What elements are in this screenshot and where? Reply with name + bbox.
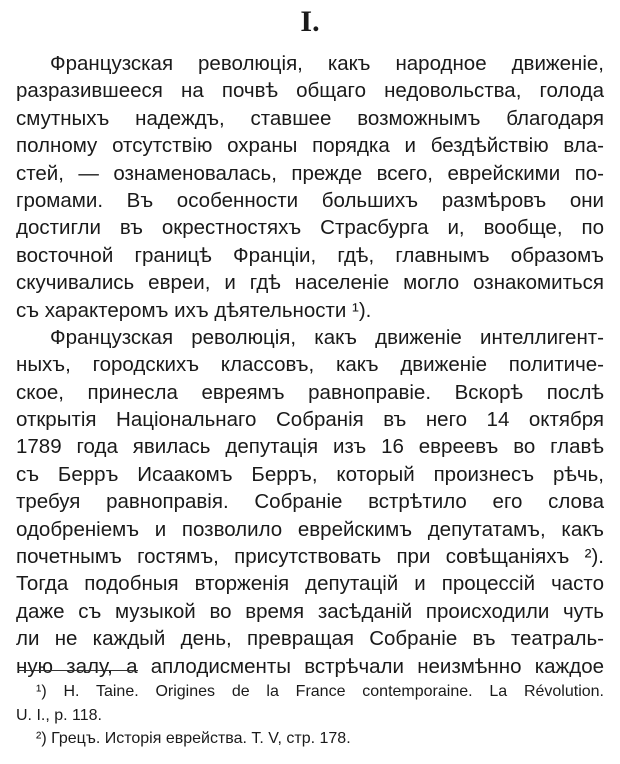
footnote-divider: [18, 670, 138, 671]
footnotes: [16, 680, 604, 751]
text-line: Французская революція, какъ народное движеніе,: [50, 52, 604, 75]
text-line: Тогда подобныя вторженія депутацій и процессій часто: [16, 572, 604, 596]
footnote-2: [16, 727, 604, 751]
text-line: ныхъ, городскихъ классовъ, какъ движеніе политиче-: [16, 353, 604, 377]
text-line: смутныхъ надеждъ, ставшее возможнымъ благодаря: [16, 106, 604, 130]
text-line: съ Берръ Исаакомъ Берръ, который произнесъ рѣчь,: [16, 462, 604, 486]
text-line: открытія Національнаго Собранія въ него 14 октября: [16, 408, 604, 432]
text-line: почетнымъ гостямъ, присутствовать при совѣщаніяхъ ²).: [16, 545, 604, 569]
text-line: 1789 года явилась депутація изъ 16 евреевъ во главѣ: [16, 435, 604, 459]
text-line: восточной границѣ Франціи, гдѣ, главнымъ образомъ: [16, 243, 604, 267]
footnote-line: ¹) H. Taine. Origines de la France contemporaine. La Révolution.: [36, 683, 604, 700]
paragraph-1: [16, 50, 604, 324]
footnote-line: ²) Грецъ. Исторія еврейства. T. V, стр. 178.: [36, 730, 351, 747]
footnote-1: [16, 680, 604, 727]
footnote-line: U. I., p. 118.: [16, 706, 102, 724]
text-line: одобреніемъ и позволило еврейскимъ депутатамъ, какъ: [16, 517, 604, 541]
text-line: стей, — ознаменовалась, прежде всего, еврейскими по-: [16, 161, 604, 185]
text-line: ское, принесла евреямъ равноправіе. Вскорѣ послѣ: [16, 380, 604, 404]
text-line: ную залу, а аплодисменты встрѣчали неизмѣнно каждое: [16, 654, 604, 678]
text-line: скучивались евреи, и гдѣ населеніе могло ознакомиться: [16, 271, 604, 295]
text-line: громами. Въ особенности большихъ размѣровъ они: [16, 188, 604, 212]
paragraph-2: [16, 324, 604, 680]
text-line: достигли въ окрестностяхъ Страсбурга и, вообще, по: [16, 216, 604, 240]
chapter-heading: I.: [300, 5, 320, 38]
text-line: Французская революція, какъ движеніе интеллигент-: [50, 325, 604, 349]
body-text: [16, 50, 604, 680]
text-line: даже съ музыкой во время засѣданій происходили чуть: [16, 599, 604, 623]
text-line: съ характеромъ ихъ дѣятельности ¹).: [16, 298, 372, 322]
text-line: требуя равноправія. Собраніе встрѣтило его слова: [16, 490, 604, 514]
text-line: полному отсутствію охраны порядка и бездѣйствію вла-: [16, 134, 604, 158]
text-line: разразившееся на почвѣ общаго недовольства, голода: [16, 79, 604, 103]
text-line: ли не каждый день, превращая Собраніе въ театраль-: [16, 627, 604, 651]
